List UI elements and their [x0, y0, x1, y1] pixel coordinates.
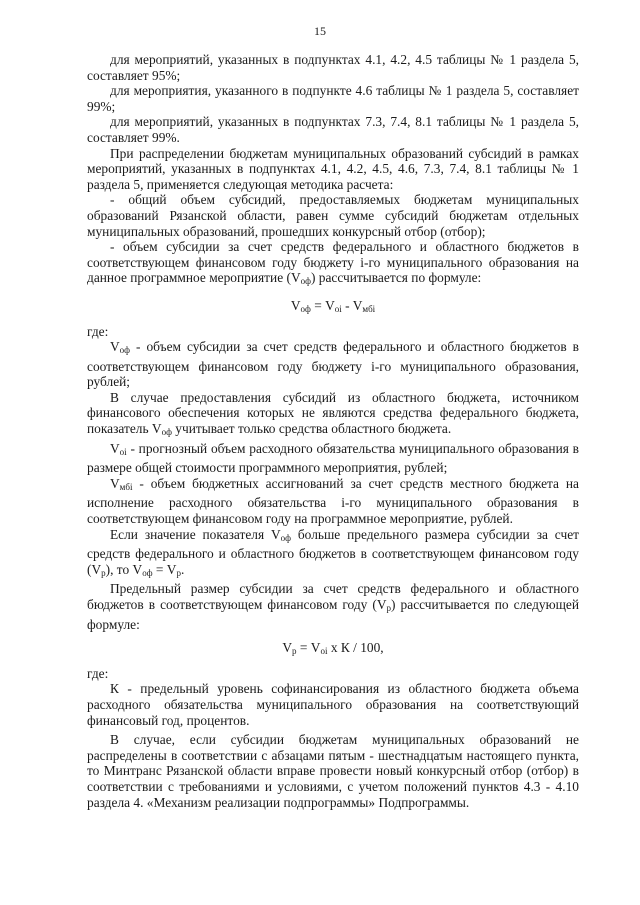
subscript: оф: [280, 532, 292, 543]
paragraph: [87, 527, 579, 582]
text-run: - объем субсидии за счет средств федерального и областного бюджетов в соответствующем финансовом году бюджету i-го муниципального образования на данное программное мероприятие (V: [87, 239, 579, 286]
text-run: - прогнозный объем расходного обязательства муниципального образования в размере общей стоимости программного мероприятия, рублей;: [87, 440, 579, 476]
text-run: Предельный размер субсидии за счет средств федерального и областного бюджетов в соответствующем финансовом году (V: [87, 581, 579, 612]
text-run: V: [110, 339, 120, 355]
subscript: оф: [142, 567, 153, 578]
paragraph: При распределении бюджетам муниципальных образований субсидий в рамках мероприятий, указанных в подпунктах 4.1, 4.2, 4.5, 4.6, 7.3, 7.4, 8.1 таблицы № 1 раздела 5, применяется следующая методика расчета:: [87, 145, 579, 192]
text-run: - объем субсидии за счет средств федерального и областного бюджетов в соответствующем финансовом году бюджету i-го муниципального образования, рублей;: [87, 339, 579, 390]
paragraph: [87, 441, 579, 476]
subscript: оф: [300, 303, 311, 314]
paragraph: - общий объем субсидий, предоставляемых бюджетам муниципальных образований Рязанской области, равен сумме субсидий бюджетам отдельных муниципальных образований, прошедших конкурсный отбор (отбор);: [87, 192, 579, 239]
subscript: oi: [334, 303, 342, 314]
subscript: р: [292, 646, 297, 657]
paragraph: [87, 476, 579, 527]
paragraph: [87, 581, 579, 632]
subscript: р: [101, 567, 106, 578]
subscript: оф: [300, 276, 311, 287]
paragraph: для мероприятия, указанного в подпункте 4.6 таблицы № 1 раздела 5, составляет 99%;: [87, 83, 579, 114]
text-run: .: [180, 561, 185, 577]
paragraph: для мероприятий, указанных в подпунктах 4.1, 4.2, 4.5 таблицы № 1 раздела 5, составляет 95%;: [87, 52, 579, 83]
formula-part: x К / 100,: [327, 640, 384, 656]
paragraph: К - предельный уровень софинансирования из областного бюджета объема расходного обязательства муниципального образования на соответствующий финансовый год, процентов.: [87, 681, 579, 728]
subscript: мбi: [362, 303, 376, 314]
text-run: ) рассчитывается по формуле:: [310, 270, 482, 286]
text-run: ), то V: [105, 561, 143, 577]
text-run: V: [110, 475, 120, 491]
formula-part: - V: [341, 297, 363, 313]
formula: [87, 640, 579, 660]
text-run: Если значение показателя V: [110, 526, 281, 542]
text-run: больше предельного размера субсидии за счет средств федерального и областного бюджетов в соответствующем финансовом году (V: [87, 526, 580, 577]
paragraph: [87, 390, 579, 441]
subscript: р: [176, 567, 181, 578]
page-number: 15: [314, 24, 326, 38]
text-run: В случае предоставления субсидий из областного бюджета, источником финансового обеспечения которых не являются средства федерального бюджета, показатель V: [87, 389, 579, 437]
subscript: р: [386, 603, 392, 613]
formula-part: = V: [310, 297, 335, 313]
text-run: V: [110, 440, 120, 456]
text-run: = V: [152, 561, 177, 577]
where-label: где:: [87, 665, 109, 681]
formula: [87, 298, 579, 318]
text-run: учитывает только средства областного бюджета.: [171, 421, 452, 437]
subscript: oi: [320, 646, 328, 657]
formula-part: V: [290, 297, 301, 313]
where-label: где:: [87, 323, 109, 339]
document-body: [87, 52, 579, 810]
subscript: оф: [161, 427, 172, 438]
text-run: - объем бюджетных ассигнований за счет средств местного бюджета на исполнение расходного обязательства i-го муниципального образования в соответствующем финансовом году на программное мероприятие, рублей.: [87, 475, 579, 527]
paragraph: [87, 239, 579, 290]
text-run: ) рассчитывается по следующей формуле:: [87, 597, 579, 632]
paragraph: В случае, если субсидии бюджетам муниципальных образований не распределены в соответствии с абзацами пятым - шестнадцатым настоящего пункта, то Минтранс Рязанской области вправе провести новый конкурсный отбор (отбор) в соответствии с требованиями и условиями, с учетом положений пунктов 4.3 - 4.10 раздела 4. «Механизм реализации подпрограммы» Подпрограммы.: [87, 732, 579, 810]
subscript: мбi: [119, 481, 133, 492]
paragraph: для мероприятий, указанных в подпунктах 7.3, 7.4, 8.1 таблицы № 1 раздела 5, составляет 99%.: [87, 114, 579, 145]
subscript: оф: [119, 345, 131, 356]
subscript: oi: [119, 446, 127, 457]
formula-part: = V: [296, 640, 321, 656]
paragraph: [87, 339, 579, 390]
formula-part: V: [282, 640, 293, 656]
